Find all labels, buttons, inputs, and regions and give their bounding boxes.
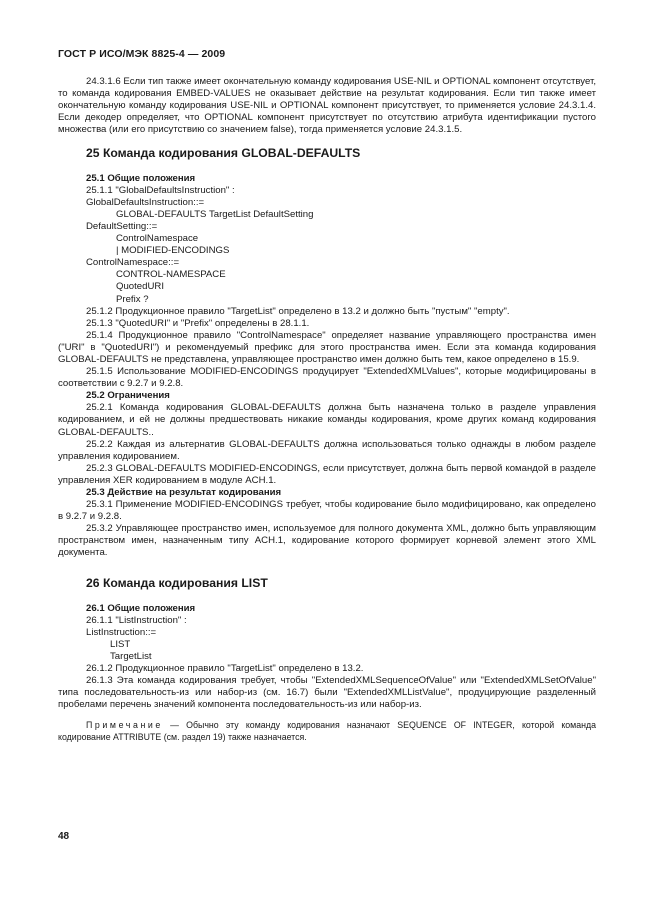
subsection-25-3-title: 25.3 Действие на результат кодирования [86,487,282,498]
subsection-25-1-title: 25.1 Общие положения [86,172,196,184]
grammar-globaldefaults-body: GLOBAL-DEFAULTS TargetList DefaultSetting [116,208,314,220]
clause-25-1-3: 25.1.3 "QuotedURI" и "Prefix" определены в 28.1.1. [86,317,310,329]
grammar-listinstruction-def: ListInstruction::= [86,626,157,638]
grammar-controlnamespace-line3: Prefix ? [116,293,149,305]
page-number: 48 [58,831,70,842]
clause-25-3-1: 25.3.1 Применение MODIFIED-ENCODINGS требует, чтобы кодирование было модифицировано, как определено в 9.2.7 и 9.2.8. [58,499,596,523]
clause-25-3-2: 25.3.2 Управляющее пространство имен, используемое для полного документа XML, должно быть управляющим пространством имен, назначенным типу ACH.1, кодирование которого формирует корневой элемент этого XML документа. [58,523,596,559]
clause-26-1-2: 26.1.2 Продукционное правило "TargetList" определено в 13.2. [86,663,364,675]
section-26-heading: 26 Команда кодирования LIST [86,575,268,590]
grammar-defaultsetting-alt1: ControlNamespace [116,233,199,245]
note-paragraph [58,719,596,743]
running-header: ГОСТ Р ИСО/МЭК 8825-4 — 2009 [58,48,226,60]
clause-25-1-4: 25.1.4 Продукционное правило "ControlNamespace" определяет название управляющего пространства имен ("URI" в "QuotedURI") и рекомендуемый префикс для этого пространства имен. Если эта команда кодирования GLOBAL-DEFAULTS не представлена, управляющее пространство имен должно быть тем, какое определено в 15.9. [58,329,596,365]
grammar-globaldefaults-def: GlobalDefaultsInstruction::= [86,196,205,208]
grammar-controlnamespace-def: ControlNamespace::= [86,257,180,269]
clause-25-1-2: 25.1.2 Продукционное правило "TargetList" определено в 13.2 и должно быть "пустым" "empty". [86,305,510,317]
grammar-listinstruction-line2: TargetList [110,651,152,663]
grammar-listinstruction-line1: LIST [110,638,131,650]
grammar-controlnamespace-line2: QuotedURI [116,281,164,293]
clause-25-2-1: 25.2.1 Команда кодирования GLOBAL-DEFAULTS должна быть назначена только в разделе управления кодированием, и ей не должны предшествовать никакие команды кодирования, кроме других команд кодирования GLOBAL-DEFAULTS.. [58,402,596,438]
subsection-25-2-title: 25.2 Ограничения [86,390,170,402]
grammar-defaultsetting-def: DefaultSetting::= [86,220,158,232]
subsection-26-1-title: 26.1 Общие положения [86,602,196,614]
clause-26-1-3: 26.1.3 Эта команда кодирования требует, чтобы "ExtendedXMLSequenceOfValue" или "ExtendedXMLSetOfValue" типа последовательность-из или набор-из (см. 16.7) были "ExtendedXMLListValue", продуцирующие разделенный пробелами перечень значений компонента последовательность-из или набор-из. [58,675,596,711]
section-25-heading: 25 Команда кодирования GLOBAL-DEFAULTS [86,146,361,161]
clause-25-1-5: 25.1.5 Использование MODIFIED-ENCODINGS продуцирует "ExtendedXMLValues", которые модифицированы в соответствии с 9.2.7 и 9.2.8. [58,366,596,390]
clause-25-1-1: 25.1.1 "GlobalDefaultsInstruction" : [86,184,235,196]
clause-25-2-2: 25.2.2 Каждая из альтернатив GLOBAL-DEFAULTS должна использоваться только однажды в любом разделе управления кодированием. [58,438,596,462]
clause-26-1-1: 26.1.1 "ListInstruction" : [86,614,187,626]
grammar-controlnamespace-line1: CONTROL-NAMESPACE [116,269,226,281]
page-body [58,76,596,743]
note-label: Примечание [86,719,163,730]
note-text: — Обычно эту команду кодирования назначают SEQUENCE OF INTEGER, которой команда кодирование ATTRIBUTE (см. раздел 19) также назначается. [58,719,596,742]
paragraph-24-3-1-6: 24.3.1.6 Если тип также имеет окончательную команду кодирования USE-NIL и OPTIONAL компонент отсутствует, то команда кодирования EMBED-VALUES не оказывает действие на результат кодирования. Если тип также имеет окончательную команду кодирования USE-NIL и OPTIONAL компонент присутствует, то применяется условие 24.3.1.4. Если декодер определяет, что OPTIONAL компонент присутствует по отсутствию атрибута идентификации пустого множества (или его присутствию со значением false), тогда применяется условие 24.3.1.5. [58,76,596,136]
grammar-defaultsetting-alt2: | MODIFIED-ENCODINGS [116,245,230,257]
clause-25-2-3: 25.2.3 GLOBAL-DEFAULTS MODIFIED-ENCODINGS, если присутствует, должна быть первой командой в разделе управления XER кодированием в модуле ACH.1. [58,462,596,486]
